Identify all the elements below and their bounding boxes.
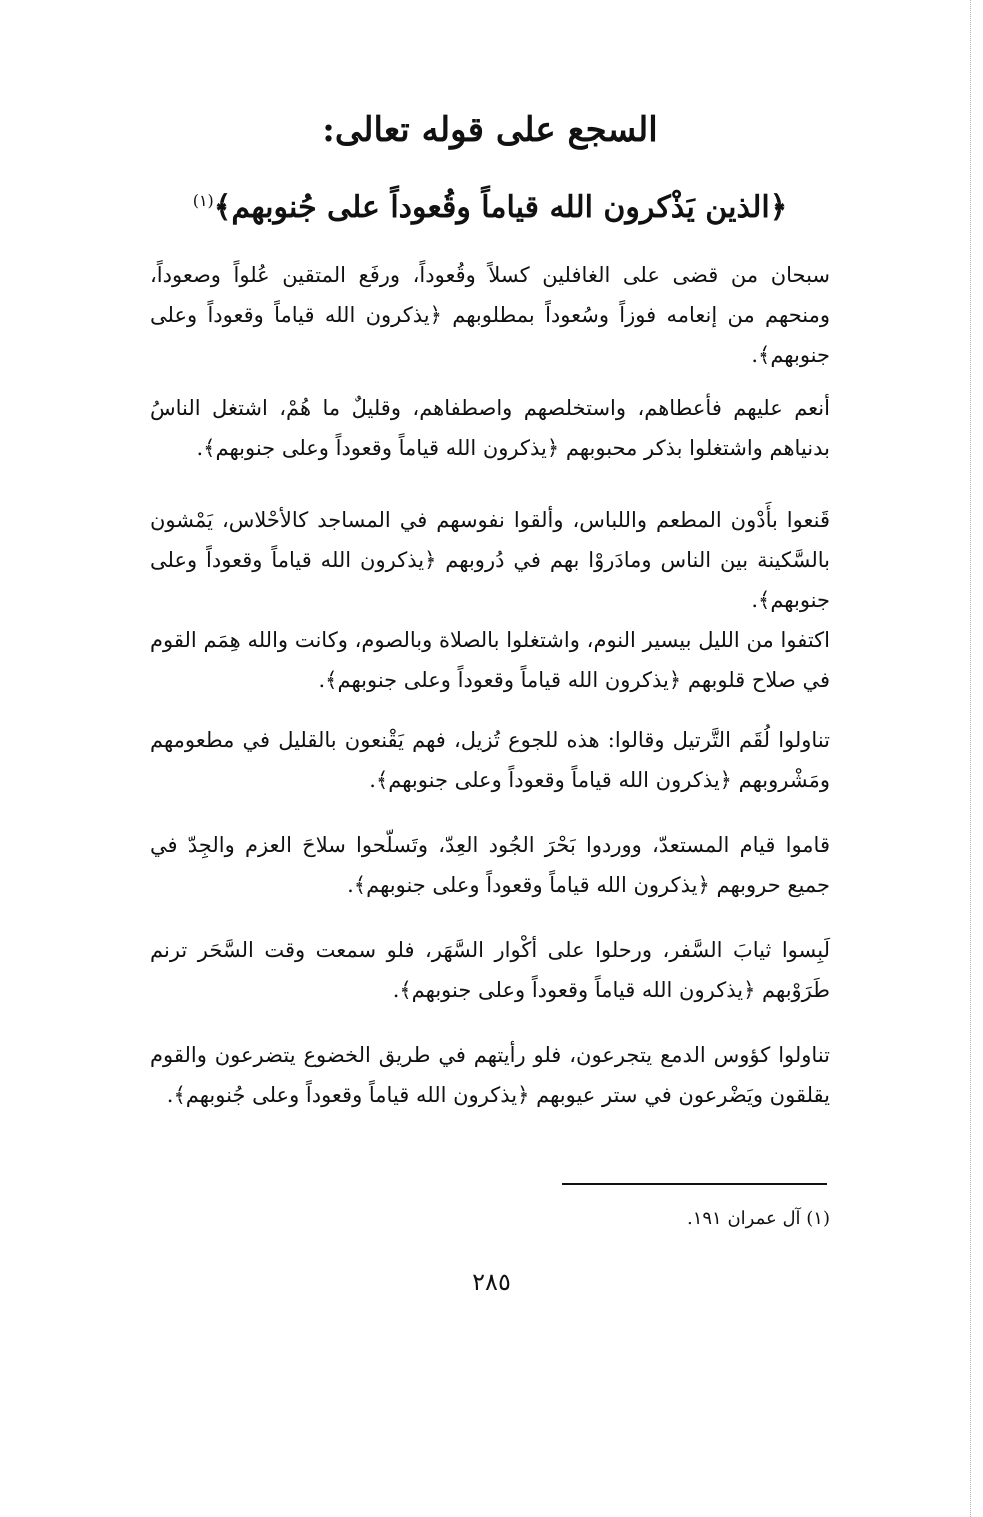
- quran-verse-heading: [150, 190, 830, 225]
- page-heading: السجع على قوله تعالى:: [322, 110, 658, 150]
- paragraph-6: قاموا قيام المستعدّ، ووردوا بَحْرَ الجُود العِدّ، وتَسلّحوا سلاحَ العزم والجِدّ في جميع حروبهم ﴿يذكرون الله قياماً وقعوداً وعلى جنوبهم﴾.: [150, 833, 830, 897]
- paragraph-8: تناولوا كؤوس الدمع يتجرعون، فلو رأيتهم في طريق الخضوع يتضرعون والقوم يقلقون ويَضْرعون في ستر عيوبهم ﴿يذكرون الله قياماً وقعوداً وعلى جُنوبهم﴾.: [150, 1043, 830, 1107]
- footnote-reference: (١): [192, 191, 214, 210]
- paragraph-5: تناولوا لُقَم التَّرتيل وقالوا: هذه للجوع تُزيل، فهم يَقْنعون بالقليل في مطعومهم ومَشْروبهم ﴿يذكرون الله قياماً وقعوداً وعلى جنوبهم﴾.: [150, 728, 830, 792]
- verse-text: ﴿الذين يَذْكرون الله قياماً وقُعوداً على جُنوبهم﴾: [213, 190, 788, 225]
- paragraph-4: اكتفوا من الليل بيسير النوم، واشتغلوا بالصلاة وبالصوم، وكانت والله هِمَم القوم في صلاح قلوبهم ﴿يذكرون الله قياماً وقعوداً وعلى جنوبهم﴾.: [150, 628, 830, 692]
- paragraph-3: قَنعوا بأَدْون المطعم واللباس، وألقوا نفوسهم في المساجد كالأحْلاس، يَمْشون بالسَّكينة بين الناس ومادَروْا بهم في دُروبهم ﴿يذكرون الله قياماً وقعوداً وعلى جنوبهم﴾.: [150, 508, 830, 612]
- footnote: (١) آل عمران ١٩١.: [686, 1208, 830, 1229]
- paragraph-1: سبحان من قضى على الغافلين كسلاً وقُعوداً، ورفَع المتقين عُلواً وصعوداً، ومنحهم من إنعامه فوزاً وسُعوداً بمطلوبهم ﴿يذكرون الله قياماً وقعوداً وعلى جنوبهم﴾.: [150, 263, 830, 367]
- paragraph-7: لَبِسوا ثيابَ السَّفر، ورحلوا على أكْوار السَّهَر، فلو سمعت وقت السَّحَر ترنم طَرَوْبهم ﴿يذكرون الله قياماً وقعوداً وعلى جنوبهم﴾.: [150, 938, 830, 1002]
- footnote-divider: [562, 1183, 827, 1185]
- paragraph-2: أنعم عليهم فأعطاهم، واستخلصهم واصطفاهم، وقليلٌ ما هُمْ، اشتغل الناسُ بدنياهم واشتغلوا بذكر محبوبهم ﴿يذكرون الله قياماً وقعوداً وعلى جنوبهم﴾.: [150, 396, 830, 460]
- page-number: ٢٨٥: [472, 1268, 511, 1296]
